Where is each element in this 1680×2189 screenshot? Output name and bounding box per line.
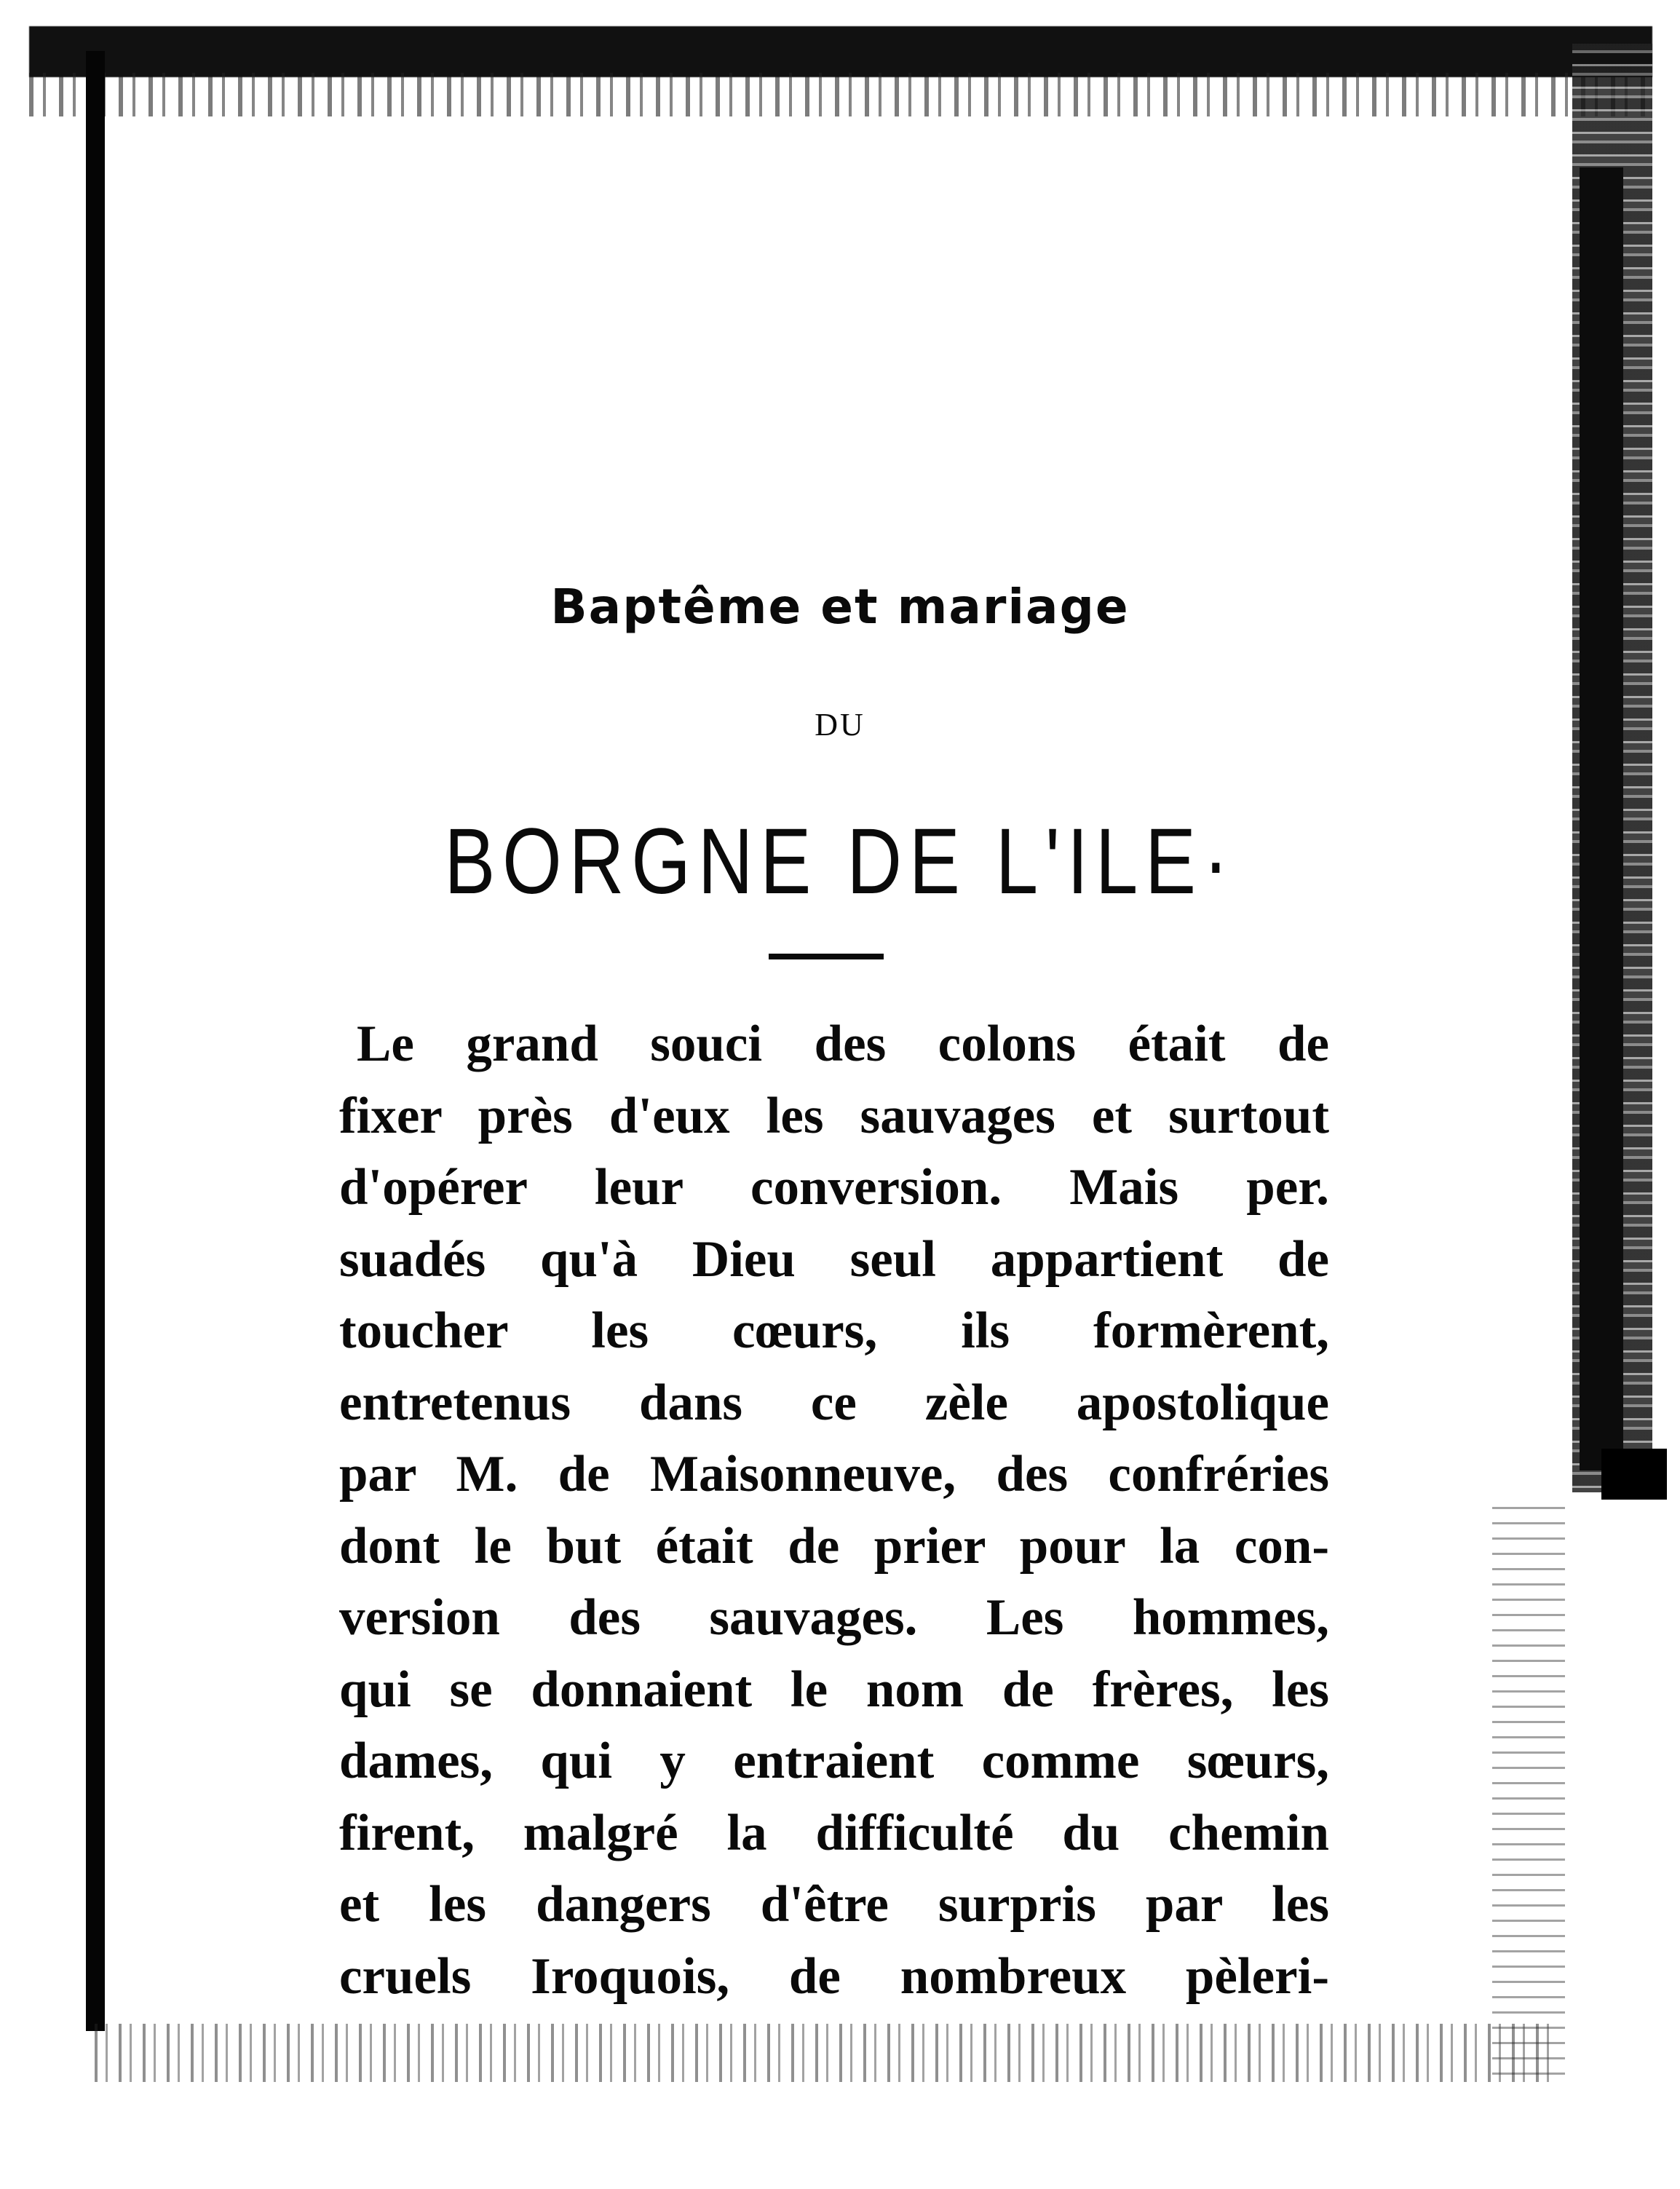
- chapter-subtitle: Baptême et mariage: [550, 579, 1130, 635]
- body-line: version des sauvages. Les hommes,: [339, 1589, 1329, 1646]
- body-paragraph: [339, 1008, 1329, 2012]
- body-line: par M. de Maisonneuve, des confréries: [339, 1446, 1329, 1503]
- body-line: qui se donnaient le nom de frères, les: [339, 1660, 1329, 1718]
- chapter-title: BORGNE DE L'ILE·: [444, 810, 1236, 914]
- body-line: cruels Iroquois, de nombreux pèleri-: [339, 1947, 1329, 2005]
- body-line: Le grand souci des colons était de: [357, 1016, 1329, 1072]
- title-rule: [769, 954, 884, 959]
- body-line: suadés qu'à Dieu seul appartient de: [339, 1230, 1329, 1288]
- scan-border-top: [29, 26, 1652, 77]
- body-line: fixer près d'eux les sauvages et surtout: [339, 1087, 1329, 1144]
- body-line: d'opérer leur conversion. Mais per.: [339, 1159, 1329, 1216]
- body-line: et les dangers d'être surpris par les: [339, 1876, 1329, 1933]
- scan-border-left: [86, 51, 105, 2031]
- scan-border-right-block: [1601, 1449, 1667, 1500]
- body-line: firent, malgré la difficulté du chemin: [339, 1804, 1329, 1861]
- body-line: entretenus dans ce zèle apostolique: [339, 1374, 1329, 1431]
- scan-border-top-fray: [29, 73, 1652, 116]
- body-line: toucher les cœurs, ils formèrent,: [339, 1302, 1329, 1359]
- body-line: dont le but était de prier pour la con-: [339, 1517, 1329, 1575]
- chapter-connector: DU: [815, 707, 865, 743]
- scan-border-right-inner: [1580, 167, 1623, 1470]
- scan-border-bottom-fray: [95, 2024, 1558, 2082]
- body-line: dames, qui y entraient comme sœurs,: [339, 1733, 1329, 1789]
- scan-border-right-lower: [1492, 1507, 1565, 2075]
